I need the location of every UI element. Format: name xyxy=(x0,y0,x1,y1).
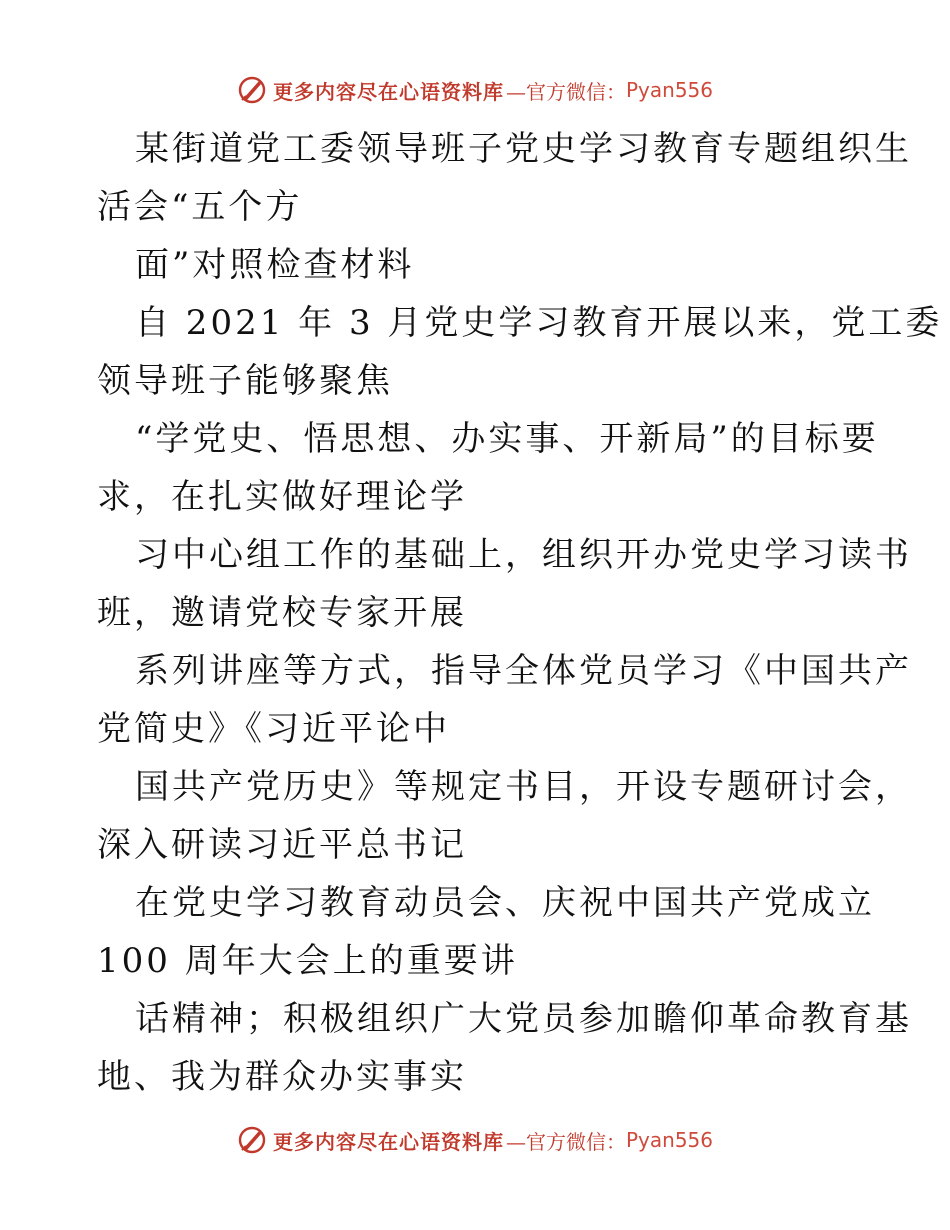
document-title-line: 面”对照检查材料 xyxy=(135,245,415,285)
paragraph-line: 在党史学习教育动员会、庆祝中国共产党成立 xyxy=(135,883,875,923)
footer-banner xyxy=(0,1120,950,1160)
paragraph-line: 深入研读习近平总书记 xyxy=(97,825,467,865)
banner-wechat-handle: Pyan556 xyxy=(625,78,713,102)
header-banner xyxy=(0,70,950,110)
quill-logo-icon xyxy=(237,75,267,105)
paragraph-line: 系列讲座等方式，指导全体党员学习《中国共产 xyxy=(135,651,912,691)
paragraph-line: “学党史、悟思想、办实事、开新局”的目标要 xyxy=(135,419,879,459)
quill-logo-icon xyxy=(237,1125,267,1155)
banner-separator-text: —官方微信： xyxy=(505,79,626,104)
document-title-line: 某街道党工委领导班子党史学习教育专题组织生 xyxy=(135,129,912,169)
paragraph-line: 100 周年大会上的重要讲 xyxy=(97,941,518,981)
banner-wechat-handle: Pyan556 xyxy=(625,1128,713,1152)
paragraph-line: 求，在扎实做好理论学 xyxy=(97,477,467,517)
paragraph-line: 党简史》《习近平论中 xyxy=(97,709,450,749)
paragraph-line: 领导班子能够聚焦 xyxy=(97,361,393,401)
paragraph-line: 自 2021 年 3 月党史学习教育开展以来，党工委 xyxy=(135,303,943,343)
document-body xyxy=(97,120,943,1106)
paragraph-line: 习中心组工作的基础上，组织开办党史学习读书 xyxy=(135,535,912,575)
paragraph-line: 地、我为群众办实事实 xyxy=(97,1057,467,1097)
paragraph-line: 话精神；积极组织广大党员参加瞻仰革命教育基 xyxy=(135,999,912,1039)
banner-main-text: 更多内容尽在心语资料库 xyxy=(272,1129,504,1154)
banner-main-text: 更多内容尽在心语资料库 xyxy=(272,79,504,104)
banner-separator-text: —官方微信： xyxy=(505,1129,626,1154)
paragraph-line: 班，邀请党校专家开展 xyxy=(97,593,467,633)
document-title-line: 活会“五个方 xyxy=(97,187,303,227)
paragraph-line: 国共产党历史》等规定书目，开设专题研讨会， xyxy=(135,767,912,807)
